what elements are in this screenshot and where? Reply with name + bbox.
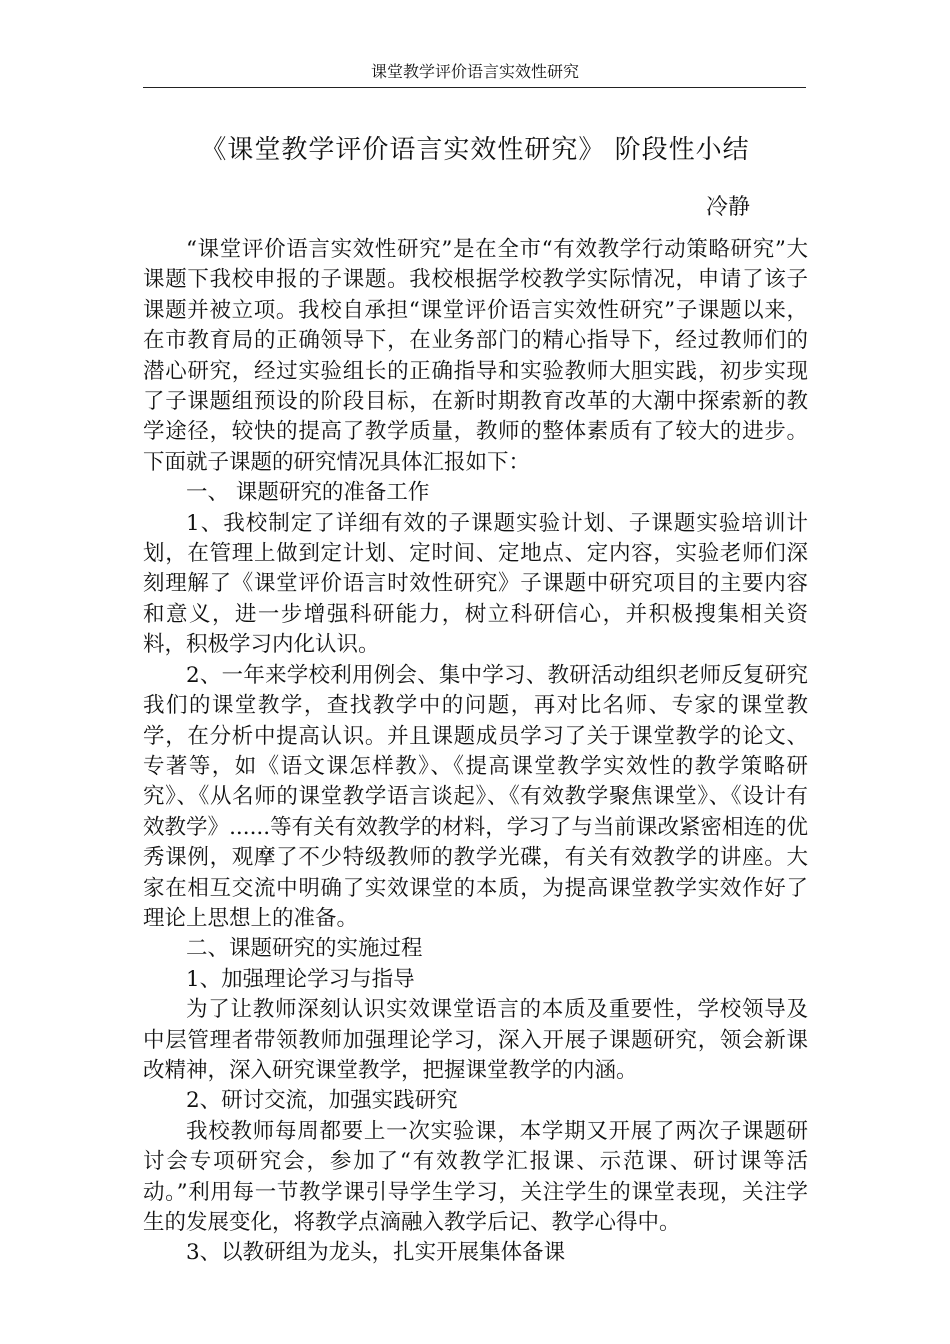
- document-title: 《课堂教学评价语言实效性研究》 阶段性小结: [200, 135, 750, 165]
- subsection-heading: 3、以教研组为龙头，扎实开展集体备课: [186, 1240, 566, 1266]
- body-paragraph: 1、我校制定了详细有效的子课题实验计划、子课题实验培训计划，在管理上做到定计划、定时间、定地点、定内容，实验老师们深刻理解了《课堂评价语言时效性研究》子课题中研究项目的主要内容和意义，进一步增强科研能力，树立科研信心，并积极搜集相关资料，积极学习内化认识。: [143, 510, 808, 658]
- body-paragraph: 我校教师每周都要上一次实验课，本学期又开展了两次子课题研讨会专项研究会，参加了“有效教学汇报课、示范课、研讨课等活动。”利用每一节教学课引导学生学习，关注学生的课堂表现，关注学生的发展变化，将教学点滴融入教学后记、教学心得中。: [143, 1118, 808, 1235]
- document-body: [143, 235, 808, 1269]
- author-name: 冷静: [706, 195, 751, 220]
- section-heading-2: 二、课题研究的实施过程: [186, 936, 423, 962]
- running-header: 课堂教学评价语言实效性研究: [370, 62, 579, 81]
- body-paragraph: 为了让教师深刻认识实效课堂语言的本质及重要性，学校领导及中层管理者带领教师加强理论学习，深入开展子课题研究，领会新课改精神，深入研究课堂教学，把握课堂教学的内涵。: [143, 997, 808, 1083]
- subsection-heading: 1、加强理论学习与指导: [186, 966, 415, 992]
- subsection-heading: 2、研讨交流，加强实践研究: [186, 1088, 458, 1114]
- header-rule: [143, 87, 806, 88]
- section-heading-1: 一、 课题研究的准备工作: [186, 480, 430, 506]
- body-paragraph: 2、一年来学校利用例会、集中学习、教研活动组织老师反复研究我们的课堂教学，查找教学中的问题，再对比名师、专家的课堂教学，在分析中提高认识。并且课题成员学习了关于课堂教学的论文、专著等，如《语文课怎样教》、《提高课堂教学实效性的教学策略研究》、《从名师的课堂教学语言谈起》、《有效教学聚焦课堂》、《设计有效教学》......等有关有效教学的材料，学习了与当前课改紧密相连的优秀课例，观摩了不少特级教师的教学光碟，有关有效教学的讲座。大家在相互交流中明确了实效课堂的本质，为提高课堂教学实效作好了理论上思想上的准备。: [143, 662, 808, 931]
- intro-paragraph: “课堂评价语言实效性研究”是在全市“有效教学行动策略研究”大课题下我校申报的子课题。我校根据学校教学实际情况，申请了该子课题并被立项。我校自承担“课堂评价语言实效性研究”子课题以来，在市教育局的正确领导下，在业务部门的精心指导下，经过教师们的潜心研究，经过实验组长的正确指导和实验教师大胆实践，初步实现了子课题组预设的阶段目标，在新时期教育改革的大潮中探索新的教学途径，较快的提高了教学质量，教师的整体素质有了较大的进步。下面就子课题的研究情况具体汇报如下：: [143, 237, 808, 475]
